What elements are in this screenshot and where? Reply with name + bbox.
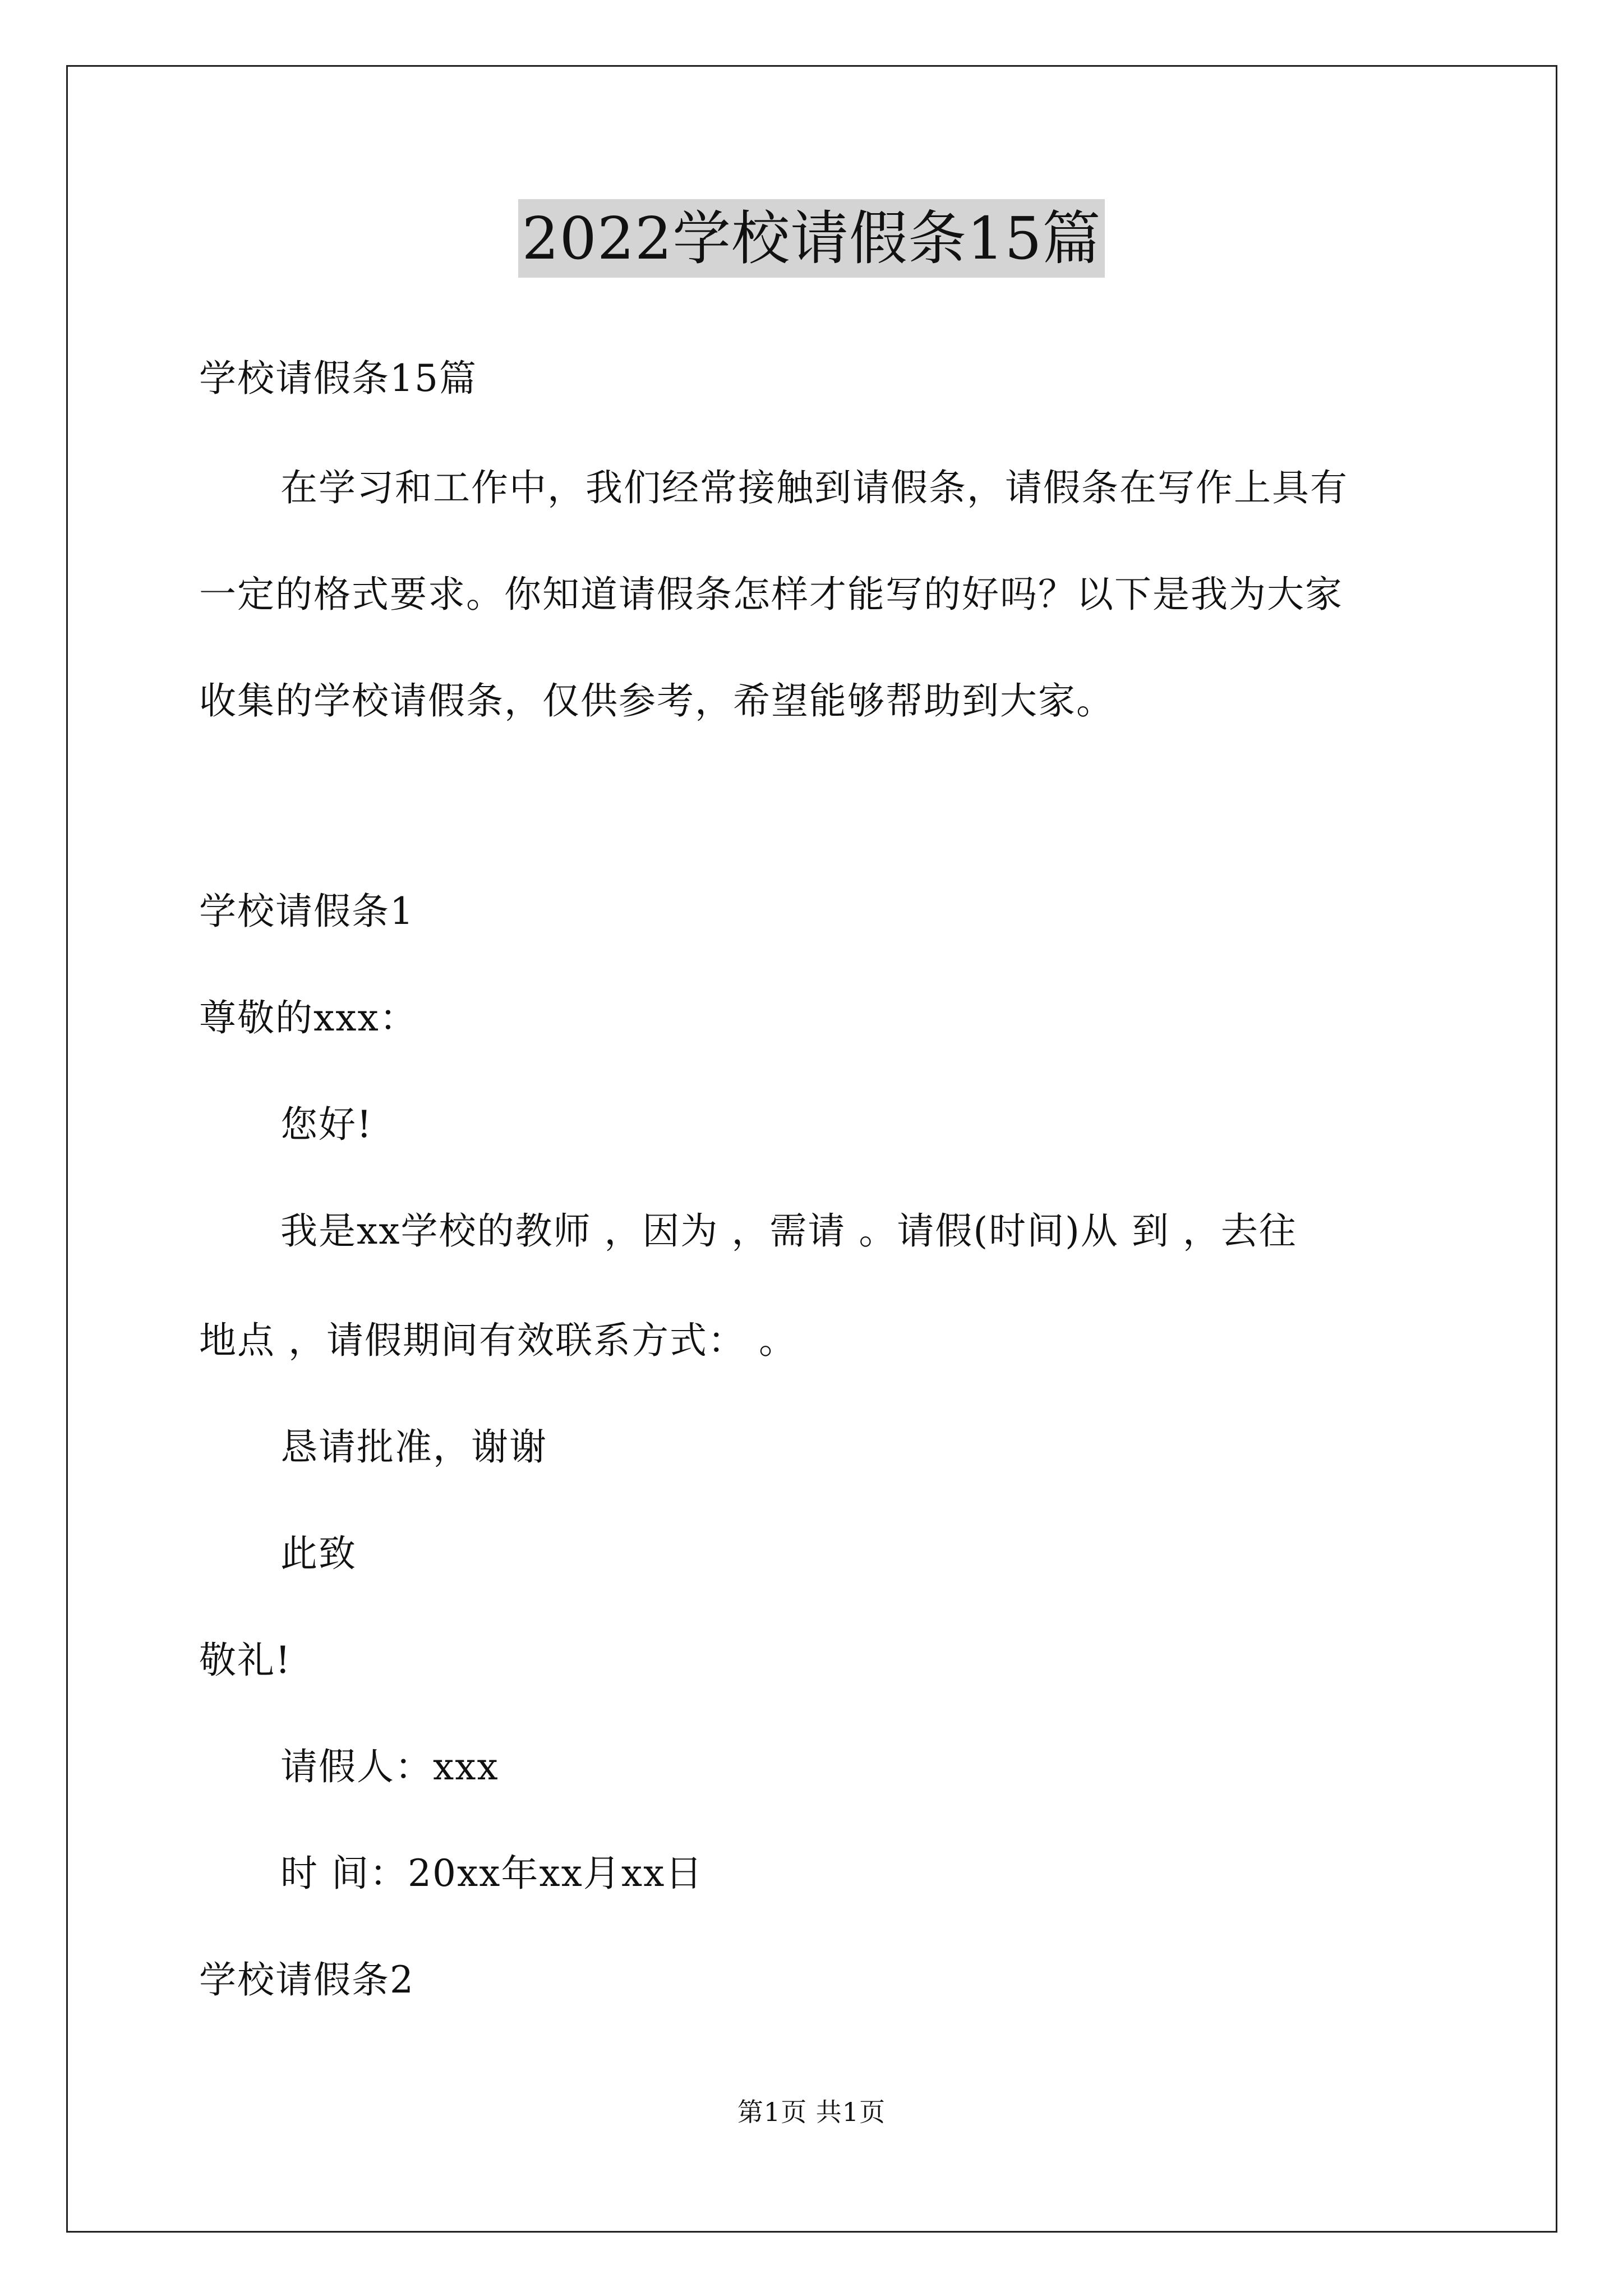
body-line-2: 地点 ，请假期间有效联系方式： 。 xyxy=(199,1319,797,1362)
salutation: 尊敬的xxx： xyxy=(199,996,418,1039)
request-line: 恳请批准，谢谢 xyxy=(280,1425,547,1469)
greeting: 您好! xyxy=(280,1103,373,1146)
section-1-heading: 学校请假条1 xyxy=(199,890,414,933)
intro-line-2: 一定的格式要求。你知道请假条怎样才能写的好吗？以下是我为大家 xyxy=(199,573,1343,616)
page-footer: 第1页 共1页 xyxy=(737,2097,886,2127)
intro-line-3: 收集的学校请假条，仅供参考，希望能够帮助到大家。 xyxy=(199,679,1114,723)
closing-line-1: 此致 xyxy=(280,1532,357,1575)
intro-line-1: 在学习和工作中，我们经常接触到请假条，请假条在写作上具有 xyxy=(280,466,1348,509)
requester-line: 请假人：xxx xyxy=(280,1745,499,1788)
section-2-heading: 学校请假条2 xyxy=(199,1958,414,2001)
date-line: 时 间：20xx年xx月xx日 xyxy=(280,1852,704,1895)
subtitle: 学校请假条15篇 xyxy=(199,357,477,400)
document-title-text: 2022学校请假条15篇 xyxy=(518,199,1104,278)
body-line-1: 我是xx学校的教师 ，因为 ，需请 。请假(时间)从 到 ，去往 xyxy=(280,1209,1297,1253)
closing-line-2: 敬礼! xyxy=(199,1639,292,1682)
document-title xyxy=(0,199,1623,278)
